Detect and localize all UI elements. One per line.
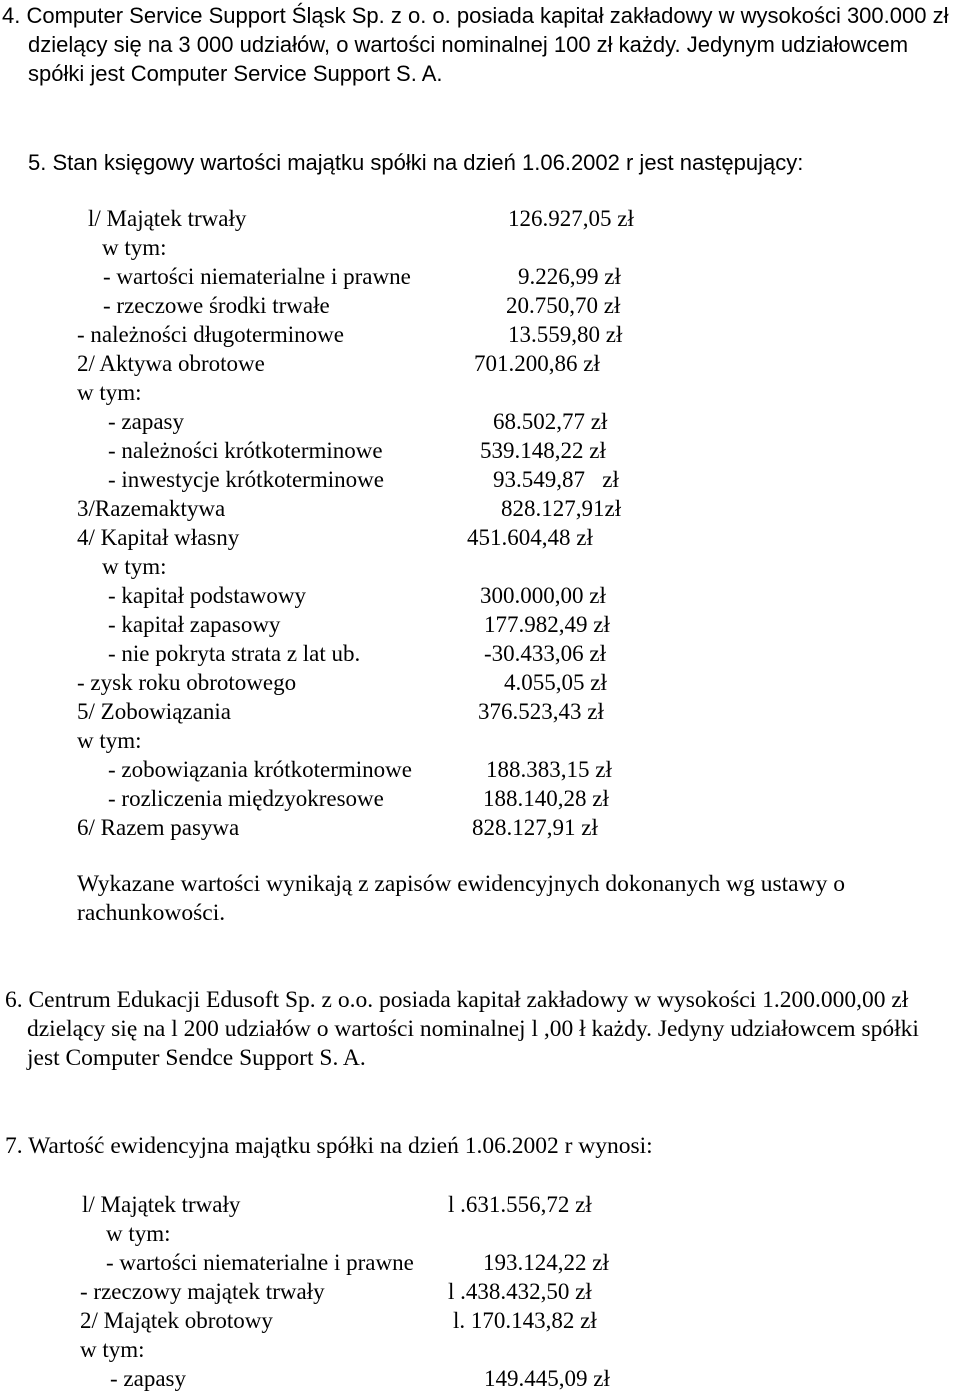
row-label: - nie pokryta strata z lat ub. [108, 641, 361, 666]
row-value: 13.559,80 zł [508, 322, 623, 347]
table-row [0, 349, 960, 378]
table-row [0, 204, 960, 233]
row-label: - inwestycje krótkoterminowe [108, 467, 384, 492]
row-value: l .631.556,72 zł [448, 1192, 592, 1217]
row-value: 20.750,70 zł [506, 293, 621, 318]
row-value: l. 170.143,82 zł [453, 1308, 597, 1333]
row-label: - należności krótkoterminowe [108, 438, 383, 463]
row-label: 6/ Razem pasywa [77, 815, 240, 840]
row-value: 828.127,91 zł [472, 815, 598, 840]
table-row [0, 668, 960, 697]
row-label: - zapasy [110, 1366, 186, 1391]
row-value: 149.445,09 zł [484, 1366, 610, 1391]
table-row [0, 1248, 960, 1277]
table-row [0, 726, 960, 755]
section6-line3: jest Computer Sendce Support S. A. [27, 1045, 366, 1071]
row-value: 177.982,49 zł [484, 612, 610, 637]
row-value: 9.226,99 zł [518, 264, 621, 289]
section6-line1: 6. Centrum Edukacji Edusoft Sp. z o.o. posiada kapitał zakładowy w wysokości 1.200.000,00 zł [5, 987, 909, 1013]
table-row [0, 1306, 960, 1335]
row-value: 451.604,48 zł [467, 525, 593, 550]
row-label: - rzeczowe środki trwałe [103, 293, 330, 318]
note-line2: rachunkowości. [77, 900, 226, 926]
table-row [0, 552, 960, 581]
section6-line2: dzielący się na l 200 udziałów o wartości nominalnej l ,00 ł każdy. Jedyny udziałowcem spółki [27, 1016, 919, 1042]
table-row [0, 1219, 960, 1248]
row-label: w tym: [77, 728, 142, 753]
table-row [0, 436, 960, 465]
row-label: - zysk roku obrotowego [77, 670, 297, 695]
row-label: 3/Razemaktywa [77, 496, 226, 521]
row-label: - kapitał podstawowy [108, 583, 307, 608]
row-value: 4.055,05 zł [504, 670, 607, 695]
row-label: - kapitał zapasowy [108, 612, 281, 637]
table-row [0, 755, 960, 784]
table-row [0, 291, 960, 320]
row-value: 126.927,05 zł [508, 206, 634, 231]
row-label: - rozliczenia międzyokresowe [108, 786, 384, 811]
row-label: - należności długoterminowe [77, 322, 344, 347]
table-row [0, 1190, 960, 1219]
table-row [0, 1364, 960, 1393]
table-row [0, 378, 960, 407]
row-label: 2/ Aktywa obrotowe [77, 351, 265, 376]
row-label: l/ Majątek trwały [88, 206, 247, 231]
table-row [0, 784, 960, 813]
table-row [0, 233, 960, 262]
table-row [0, 697, 960, 726]
row-label: - zapasy [108, 409, 184, 434]
table-row [0, 1277, 960, 1306]
table-row [0, 813, 960, 842]
row-label: - wartości niematerialne i prawne [106, 1250, 414, 1275]
row-value: 68.502,77 zł [493, 409, 608, 434]
section4-line1: 4. Computer Service Support Śląsk Sp. z o. o. posiada kapitał zakładowy w wysokości 300.000 zł [2, 3, 949, 28]
row-label: l/ Majątek trwały [82, 1192, 241, 1217]
row-value: 539.148,22 zł [480, 438, 606, 463]
row-label: w tym: [102, 554, 167, 579]
row-value: 828.127,91zł [501, 496, 622, 521]
row-label: 2/ Majątek obrotowy [80, 1308, 273, 1333]
table-row [0, 262, 960, 291]
row-value: 188.383,15 zł [486, 757, 612, 782]
row-label: 5/ Zobowiązania [77, 699, 231, 724]
section4-line3: spółki jest Computer Service Support S. A. [28, 61, 443, 86]
table-row [0, 494, 960, 523]
table-row [0, 610, 960, 639]
row-value: 193.124,22 zł [483, 1250, 609, 1275]
row-label: w tym: [102, 235, 167, 260]
table-row [0, 320, 960, 349]
table-row [0, 523, 960, 552]
row-value: 188.140,28 zł [483, 786, 609, 811]
table-row [0, 465, 960, 494]
row-value: -30.433,06 zł [484, 641, 607, 666]
row-label: w tym: [106, 1221, 171, 1246]
row-label: 4/ Kapitał własny [77, 525, 240, 550]
row-label: w tym: [80, 1337, 145, 1362]
row-label: - wartości niematerialne i prawne [103, 264, 411, 289]
table-row [0, 639, 960, 668]
note-line1: Wykazane wartości wynikają z zapisów ewidencyjnych dokonanych wg ustawy o [77, 871, 845, 897]
row-value: 701.200,86 zł [474, 351, 600, 376]
row-label: w tym: [77, 380, 142, 405]
row-value: 93.549,87 zł [493, 467, 619, 492]
row-label: - rzeczowy majątek trwały [80, 1279, 325, 1304]
section7-heading: 7. Wartość ewidencyjna majątku spółki na dzień 1.06.2002 r wynosi: [5, 1133, 653, 1159]
row-value: 376.523,43 zł [478, 699, 604, 724]
table-row [0, 407, 960, 436]
section4-line2: dzielący się na 3 000 udziałów, o wartości nominalnej 100 zł każdy. Jedynym udziałowcem [28, 32, 909, 57]
row-value: 300.000,00 zł [480, 583, 606, 608]
table-row [0, 1335, 960, 1364]
row-value: l .438.432,50 zł [448, 1279, 592, 1304]
row-label: - zobowiązania krótkoterminowe [108, 757, 412, 782]
table-row [0, 581, 960, 610]
section5-heading: 5. Stan księgowy wartości majątku spółki na dzień 1.06.2002 r jest następujący: [28, 150, 804, 175]
